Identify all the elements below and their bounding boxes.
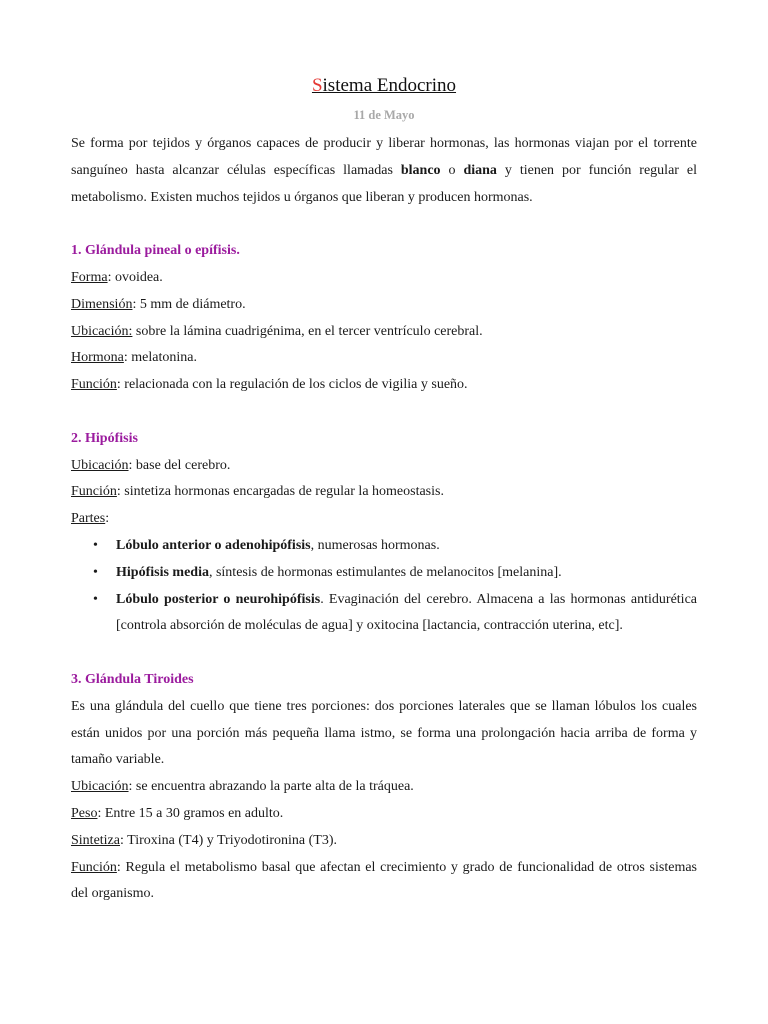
field-forma [71,265,697,292]
field-value: : Tiroxina (T4) y Triyodotironina (T3). [120,832,338,848]
field-label: Peso [71,805,98,821]
term-blanco: blanco [400,162,441,178]
bullet-icon: • [93,591,98,607]
field-value: : base del cerebro. [128,457,231,473]
list-item [71,587,697,641]
page-title [0,74,768,98]
field-partes [71,506,697,533]
field-label: Función [71,377,117,393]
list-item [71,560,697,587]
intro-text-end: y tienen por función regular el metabolismo. Existen muchos tejidos u órganos que liberan y producen hormonas. [71,162,698,205]
section-heading-hipofisis: 2. Hipófisis [71,430,138,446]
field-value: : ovoidea. [107,269,163,285]
list-item [71,533,697,560]
field-funcion [71,372,697,399]
field-label: Forma [71,269,108,285]
part-description: . Evaginación del cerebro. Almacena a las hormonas antidurética [controla absorción de moléculas de agua] y oxitocina [lactancia, contracción uterina, etc]. [116,591,697,634]
spacer [71,399,697,426]
field-label: Ubicación [71,779,129,795]
field-label: Función [71,484,117,500]
field-sintetiza [71,828,697,855]
field-peso [71,801,697,828]
bullet-icon: • [93,564,98,580]
field-hormona [71,345,697,372]
field-label: Ubicación: [71,323,133,339]
field-label: Función [71,859,117,875]
field-value: : sintetiza hormonas encargadas de regular la homeostasis. [116,484,444,500]
field-dimension [71,292,697,319]
field-value: : relacionada con la regulación de los ciclos de vigilia y sueño. [116,377,468,393]
field-label: Hormona [71,350,124,366]
page-date: 11 de Mayo [353,108,415,122]
field-label: Partes [71,511,106,527]
field-value: : Regula el metabolismo basal que afectan el crecimiento y grado de funcionalidad de otros sistemas del organismo. [71,859,697,902]
section-heading-pineal: 1. Glándula pineal o epífisis. [71,243,240,259]
field-value: sobre la lámina cuadrigénima, en el tercer ventrículo cerebral. [132,323,483,339]
intro-connector: o [440,162,464,178]
section-heading-tiroides: 3. Glándula Tiroides [71,671,194,687]
term-diana: diana [463,162,497,178]
field-value: : Entre 15 a 30 gramos en adulto. [97,805,284,821]
intro-text: Se forma por tejidos y órganos capaces de producir y liberar hormonas, las hormonas viajan por el torrente sanguíneo hasta alcanzar células específicas llamadas [71,136,697,178]
spacer [71,640,697,667]
field-funcion [71,855,697,909]
part-name: Lóbulo anterior o adenohipófisis [116,537,311,553]
title-rest: istema Endocrino [322,75,457,96]
part-name: Hipófisis media [116,564,209,580]
field-label: Dimensión [71,296,133,312]
part-description: , síntesis de hormonas estimulantes de melanocitos [melanina]. [208,564,562,580]
field-ubicacion [71,319,697,346]
field-ubicacion [71,774,697,801]
field-label: Sintetiza [71,832,120,848]
field-label: Ubicación [71,457,129,473]
field-value: : melatonina. [123,350,197,366]
parts-list [71,533,697,640]
field-ubicacion [71,453,697,480]
field-funcion [71,479,697,506]
field-value: : se encuentra abrazando la parte alta de la tráquea. [128,779,414,795]
title-first-letter: S [311,75,323,96]
part-description: , numerosas hormonas. [310,537,440,553]
section-description: Es una glándula del cuello que tiene tres porciones: dos porciones laterales que se llaman lóbulos los cuales están unidos por una porción más pequeña llama istmo, se forma una prolongación hacia arriba de forma y tamaño variable. [71,698,697,768]
intro-paragraph [71,131,697,211]
spacer [71,211,697,238]
part-name: Lóbulo posterior o neurohipófisis [116,591,321,607]
document-body [71,131,697,908]
field-colon: : [105,511,110,527]
bullet-icon: • [93,537,98,553]
field-value: : 5 mm de diámetro. [132,296,246,312]
